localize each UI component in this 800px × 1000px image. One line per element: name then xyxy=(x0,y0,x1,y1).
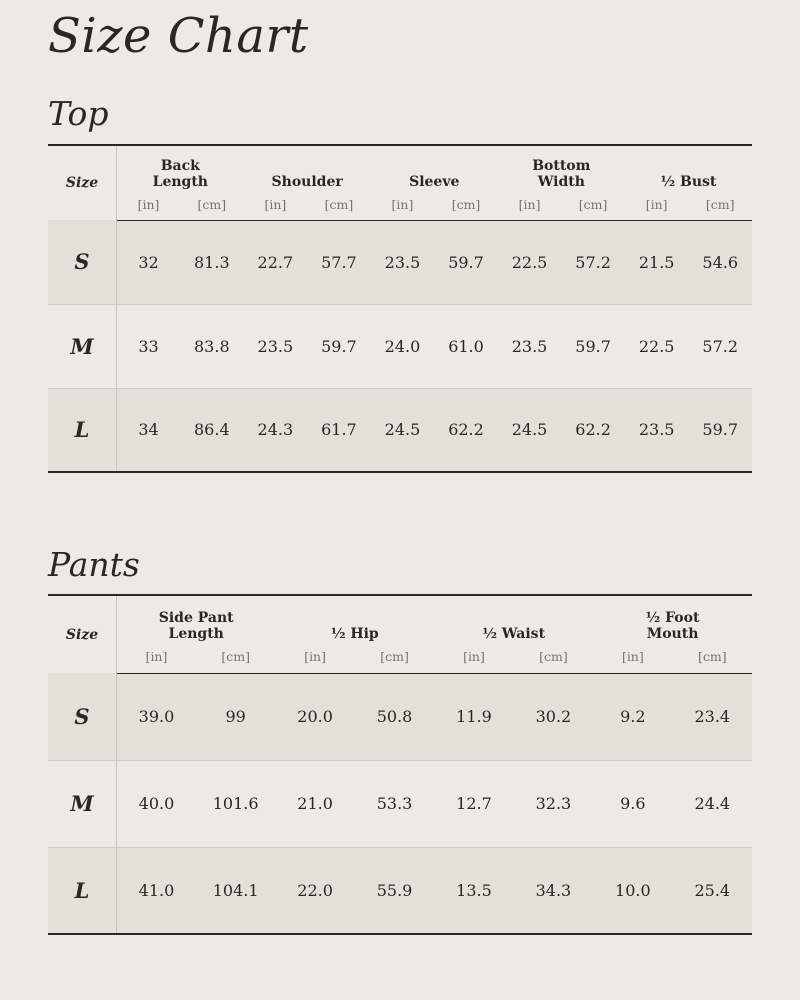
unit-label: [in] xyxy=(593,647,672,673)
pants-unit-row xyxy=(48,647,752,673)
unit-label: [in] xyxy=(275,647,354,673)
top-size-header: Size xyxy=(48,145,117,220)
table-cell: 57.2 xyxy=(702,336,739,356)
table-row xyxy=(48,760,752,847)
table-cell: 23.5 xyxy=(638,420,675,440)
unit-label: [cm] xyxy=(180,195,244,220)
table-row xyxy=(48,304,752,388)
table-cell: 9.2 xyxy=(620,707,646,726)
table-cell: 24.5 xyxy=(511,420,548,440)
table-cell: 22.0 xyxy=(297,880,333,900)
unit-label: [cm] xyxy=(688,195,752,220)
size-label: L xyxy=(48,847,117,934)
table-cell: 40.0 xyxy=(138,794,175,813)
table-cell: 22.5 xyxy=(511,252,548,272)
table-cell: 21.0 xyxy=(297,794,333,813)
table-cell: 21.5 xyxy=(638,252,675,272)
table-cell: 86.4 xyxy=(194,420,230,440)
unit-label: [cm] xyxy=(307,195,371,220)
table-cell: 9.6 xyxy=(620,794,646,813)
size-label: L xyxy=(48,388,117,472)
table-cell: 83.8 xyxy=(194,336,230,356)
table-cell: 24.5 xyxy=(384,420,421,440)
top-section-title: Top xyxy=(48,94,109,133)
table-cell: 23.5 xyxy=(511,336,548,356)
size-label: S xyxy=(48,220,117,304)
page-title: Size Chart xyxy=(48,8,309,64)
top-header-bottom-width: Bottom Width xyxy=(532,158,591,190)
unit-label: [cm] xyxy=(196,647,275,673)
table-cell: 30.2 xyxy=(535,707,572,726)
table-cell: 12.7 xyxy=(456,794,492,813)
table-row xyxy=(48,388,752,472)
size-label: M xyxy=(48,304,117,388)
table-row xyxy=(48,220,752,304)
table-cell: 57.7 xyxy=(321,252,357,272)
unit-label: [cm] xyxy=(673,647,752,673)
table-cell: 23.5 xyxy=(384,252,421,272)
table-cell: 11.9 xyxy=(456,707,492,726)
table-cell: 101.6 xyxy=(212,794,259,813)
table-cell: 54.6 xyxy=(702,252,739,272)
table-cell: 59.7 xyxy=(575,336,611,356)
table-cell: 24.4 xyxy=(694,794,731,813)
top-size-table xyxy=(48,144,752,473)
table-cell: 50.8 xyxy=(376,707,413,726)
table-cell: 55.9 xyxy=(376,880,413,900)
table-cell: 32.3 xyxy=(535,794,572,813)
table-cell: 22.7 xyxy=(257,252,294,272)
table-cell: 41.0 xyxy=(138,880,175,900)
table-cell: 10.0 xyxy=(615,880,651,900)
unit-label: [in] xyxy=(371,195,435,220)
unit-label: [in] xyxy=(498,195,562,220)
pants-size-header: Size xyxy=(48,595,117,673)
table-cell: 61.7 xyxy=(321,420,357,440)
top-header-sleeve: Sleeve xyxy=(409,174,460,190)
table-cell: 13.5 xyxy=(456,880,492,900)
unit-label: [in] xyxy=(117,195,181,220)
table-cell: 24.0 xyxy=(384,336,421,356)
table-cell: 39.0 xyxy=(138,707,175,726)
table-cell: 62.2 xyxy=(575,420,611,440)
table-cell: 20.0 xyxy=(297,707,333,726)
pants-size-table xyxy=(48,594,752,935)
table-cell: 25.4 xyxy=(694,880,731,900)
size-label: S xyxy=(48,673,117,760)
table-cell: 24.3 xyxy=(257,420,294,440)
table-cell: 81.3 xyxy=(194,252,230,272)
table-cell: 23.4 xyxy=(694,707,731,726)
table-cell: 22.5 xyxy=(638,336,675,356)
top-unit-row xyxy=(48,195,752,220)
table-cell: 34 xyxy=(138,420,159,440)
table-cell: 23.5 xyxy=(257,336,294,356)
unit-label: [in] xyxy=(244,195,308,220)
table-cell: 34.3 xyxy=(535,880,572,900)
table-cell: 33 xyxy=(138,336,159,356)
table-cell: 32 xyxy=(138,252,159,272)
table-cell: 104.1 xyxy=(212,880,259,900)
unit-label: [cm] xyxy=(355,647,434,673)
table-cell: 59.7 xyxy=(702,420,739,440)
table-cell: 59.7 xyxy=(321,336,357,356)
pants-header-half-foot-mouth: ½ Foot Mouth xyxy=(645,610,700,642)
pants-header-half-hip: ½ Hip xyxy=(330,626,379,642)
table-cell: 59.7 xyxy=(448,252,484,272)
unit-label: [in] xyxy=(117,647,196,673)
unit-label: [cm] xyxy=(561,195,625,220)
table-row xyxy=(48,673,752,760)
unit-label: [cm] xyxy=(514,647,593,673)
size-label: M xyxy=(48,760,117,847)
pants-header-half-waist: ½ Waist xyxy=(482,626,546,642)
top-header-half-bust: ½ Bust xyxy=(660,174,717,190)
table-cell: 99 xyxy=(225,707,246,726)
pants-section-title: Pants xyxy=(48,545,140,584)
table-cell: 53.3 xyxy=(376,794,413,813)
top-header-back-length: Back Length xyxy=(152,158,208,190)
table-cell: 61.0 xyxy=(448,336,484,356)
table-row xyxy=(48,847,752,934)
unit-label: [in] xyxy=(434,647,513,673)
unit-label: [cm] xyxy=(434,195,498,220)
top-header-shoulder: Shoulder xyxy=(271,174,343,190)
table-cell: 62.2 xyxy=(448,420,484,440)
pants-header-side-pant-length: Side Pant Length xyxy=(158,610,234,642)
unit-label: [in] xyxy=(625,195,689,220)
table-cell: 57.2 xyxy=(575,252,611,272)
